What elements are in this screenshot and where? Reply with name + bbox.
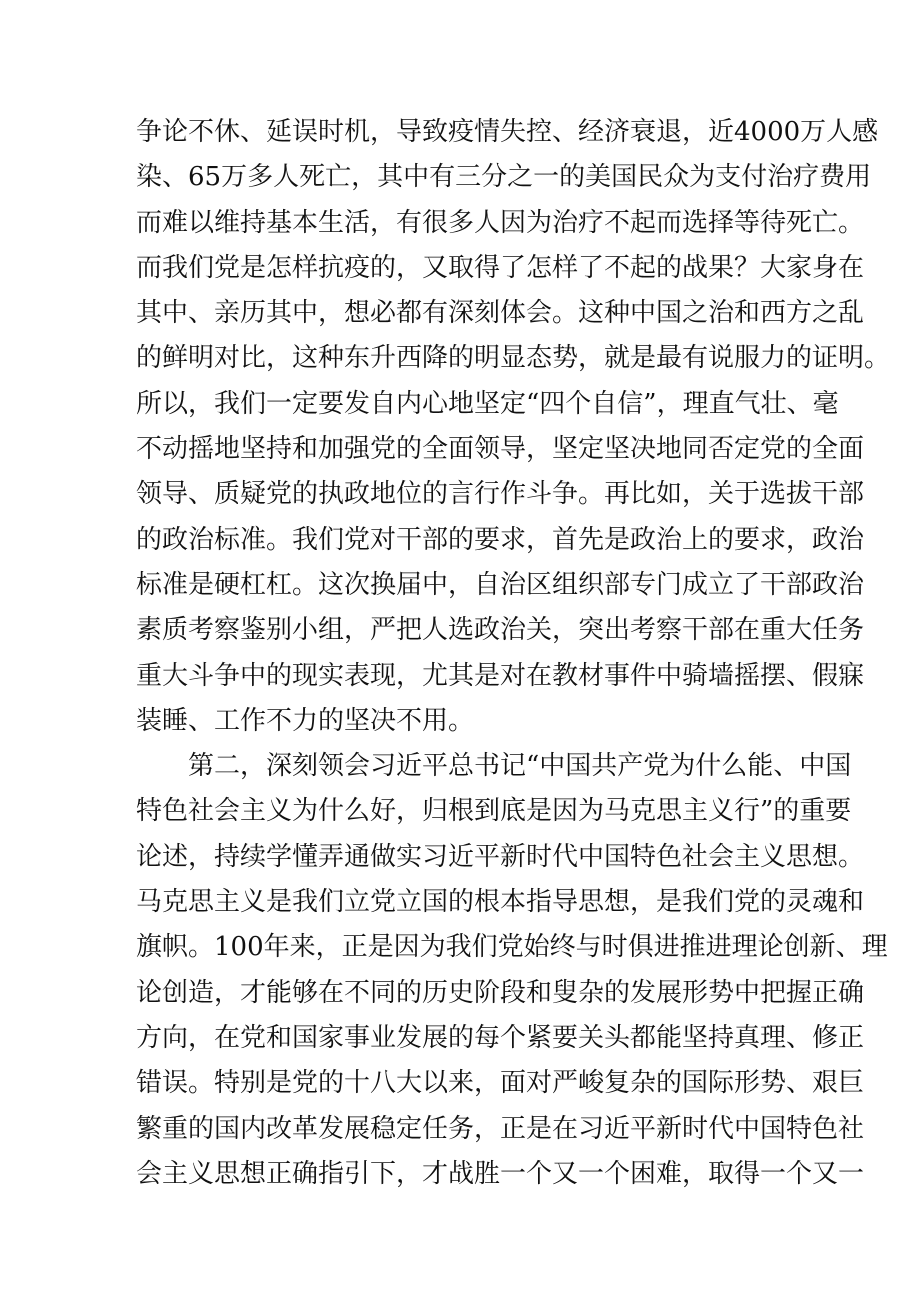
text-line: 装睡、工作不力的坚决不用。 xyxy=(136,705,475,736)
text-line: 论创造，才能够在不同的历史阶段和叟杂的发展形势中把握正确 xyxy=(136,977,865,1008)
paragraph-start-line: 第二，深刻领会习近平总书记“中国共产党为什么能、中国 xyxy=(188,751,852,782)
text-line: 的鲜明对比，这种东升西降的明显态势，就是最有说服力的证明。 xyxy=(136,343,891,374)
text-line: 而我们党是怎样抗疫的，又取得了怎样了不起的战果？大家身在 xyxy=(136,252,865,283)
text-line: 所以，我们一定要发自内心地坚定“四个自信”，理直气壮、毫 xyxy=(136,388,839,419)
text-line: 而难以维持基本生活，有很多人因为治疗不起而选择等待死亡。 xyxy=(136,207,865,238)
text-line: 领导、质疑党的执政地位的言行作斗争。再比如，关于选拔干部 xyxy=(136,479,865,510)
text-line: 会主义思想正确指引下，才战胜一个又一个困难，取得一个又一 xyxy=(136,1158,865,1189)
text-line: 方向，在党和国家事业发展的每个紧要关头都能坚持真理、修正 xyxy=(136,1022,865,1053)
text-line: 标准是硬杠杠。这次换届中，自治区组织部专门成立了干部政治 xyxy=(136,569,865,600)
text-line: 马克思主义是我们立党立国的根本指导思想，是我们党的灵魂和 xyxy=(136,887,865,918)
text-line: 争论不休、延误时机，导致疫情失控、经济衰退，近4000万人感 xyxy=(136,117,879,147)
text-line: 论述，持续学懂弄通做实习近平新时代中国特色社会主义思想。 xyxy=(136,841,865,872)
text-line: 旗帜。100年来，正是因为我们党始终与时俱进推进理论创新、理 xyxy=(136,932,888,963)
text-line: 不动摇地坚持和加强党的全面领导，坚定坚决地同否定党的全面 xyxy=(136,434,865,465)
text-line: 重大斗争中的现实表现，尤其是对在教材事件中骑墙摇摆、假寐 xyxy=(136,660,865,691)
text-line: 其中、亲历其中，想必都有深刻体会。这种中国之治和西方之乱 xyxy=(136,298,865,329)
text-line: 染、65万多人死亡，其中有三分之一的美国民众为支付治疗费用 xyxy=(136,162,872,193)
text-line: 的政治标准。我们党对干部的要求，首先是政治上的要求，政治 xyxy=(136,524,865,555)
body-text xyxy=(136,110,891,1197)
text-line: 特色社会主义为什么好，归根到底是因为马克思主义行”的重要 xyxy=(136,796,852,827)
text-line: 素质考察鉴别小组，严把人选政治关，突出考察干部在重大任务 xyxy=(136,615,865,646)
text-line: 繁重的国内改革发展稳定任务，正是在习近平新时代中国特色社 xyxy=(136,1113,865,1144)
text-line: 错误。特别是党的十八大以来，面对严峻复杂的国际形势、艰巨 xyxy=(136,1068,865,1099)
